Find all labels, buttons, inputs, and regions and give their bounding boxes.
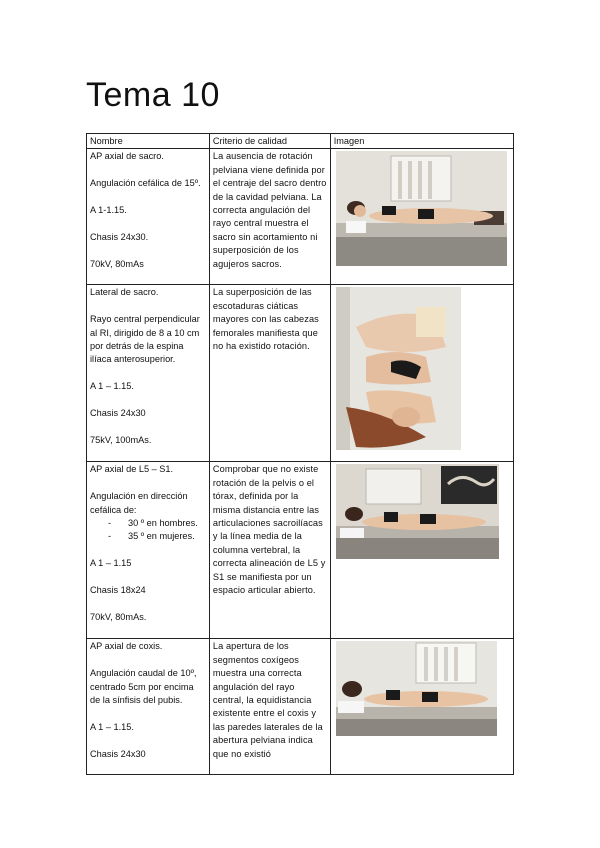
table-row [87, 462, 514, 639]
name-line: 70kV, 80mAs [90, 258, 144, 269]
list-item: - 35 º en mujeres. [90, 530, 206, 543]
row-criteria-cell: Comprobar que no existe rotación de la pelvis o el tórax, definida por la misma distancia entre las articulaciones sacroilíacas y la línea media de la columna vertebral, la correcta alineación de L5 y S1 se manifiesta por un espacio articular abierto. [209, 462, 330, 639]
table-row [87, 639, 514, 775]
name-line: A 1-1.15. [90, 205, 127, 215]
row-name-cell [87, 462, 210, 639]
row-name-cell [87, 639, 210, 775]
name-line: 70kV, 80mAs. [90, 611, 147, 622]
name-line: Rayo central perpendicular al RI, dirigido de 8 a 10 cm por detrás de la espina ilíaca anterosuperior. [90, 314, 200, 365]
name-line: Chasis 24x30. [90, 231, 149, 242]
angle-list [90, 517, 206, 544]
row-name-cell [87, 149, 210, 285]
row-image-cell [330, 462, 513, 639]
table-row [87, 149, 514, 285]
header-criterio: Criterio de calidad [209, 134, 330, 149]
header-imagen: Imagen [330, 134, 513, 149]
name-line: AP axial de sacro. [90, 151, 164, 162]
list-item: - 30 º en hombres. [90, 517, 206, 530]
patient-lateral-xray-photo [336, 287, 461, 450]
name-line: A 1 – 1.15. [90, 381, 134, 392]
name-line: A 1 – 1.15 [90, 558, 132, 569]
table-header-row [87, 134, 514, 149]
row-criteria-cell: La apertura de los segmentos coxígeos muestra una correcta angulación del rayo central, la equidistancia existente entre el coxis y las paredes laterales de la abertura pelviana indica que no existió [209, 639, 330, 775]
patient-supine-lumbosacral-photo [336, 464, 499, 559]
positions-table [86, 133, 514, 775]
row-criteria-cell: La ausencia de rotación pelviana viene definida por el centraje del sacro dentro de la cavidad pelviana. La correcta angulación del rayo central muestra el sacro sin acortamiento ni superposición de los agujeros sacros. [209, 149, 330, 285]
name-line: Chasis 18x24 [90, 585, 146, 596]
table-row [87, 285, 514, 462]
name-line: A 1 – 1.15. [90, 721, 134, 732]
row-image-cell [330, 285, 513, 462]
name-line: Angulación cefálica de 15º. [90, 178, 201, 189]
header-nombre: Nombre [87, 134, 210, 149]
name-line: Chasis 24x30 [90, 408, 146, 419]
row-image-cell [330, 149, 513, 285]
name-line: Angulación en dirección cefálica de: [90, 491, 188, 515]
name-line: Chasis 24x30 [90, 748, 146, 759]
row-image-cell [330, 639, 513, 775]
name-line: Lateral de sacro. [90, 287, 159, 298]
row-criteria-cell: La superposición de las escotaduras ciáticas mayores con las cabezas femorales manifiesta que no ha existido rotación. [209, 285, 330, 462]
patient-supine-xray-table-photo [336, 151, 507, 266]
name-line: 75kV, 100mAs. [90, 434, 152, 445]
name-line: Angulación caudal de 10º, centrado 5cm por encima de la sínfisis del pubis. [90, 668, 197, 706]
patient-supine-coccyx-photo [336, 641, 497, 736]
name-line: AP axial de coxis. [90, 641, 163, 652]
name-line: AP axial de L5 – S1. [90, 464, 174, 475]
row-name-cell [87, 285, 210, 462]
page-title: Tema 10 [86, 76, 220, 114]
